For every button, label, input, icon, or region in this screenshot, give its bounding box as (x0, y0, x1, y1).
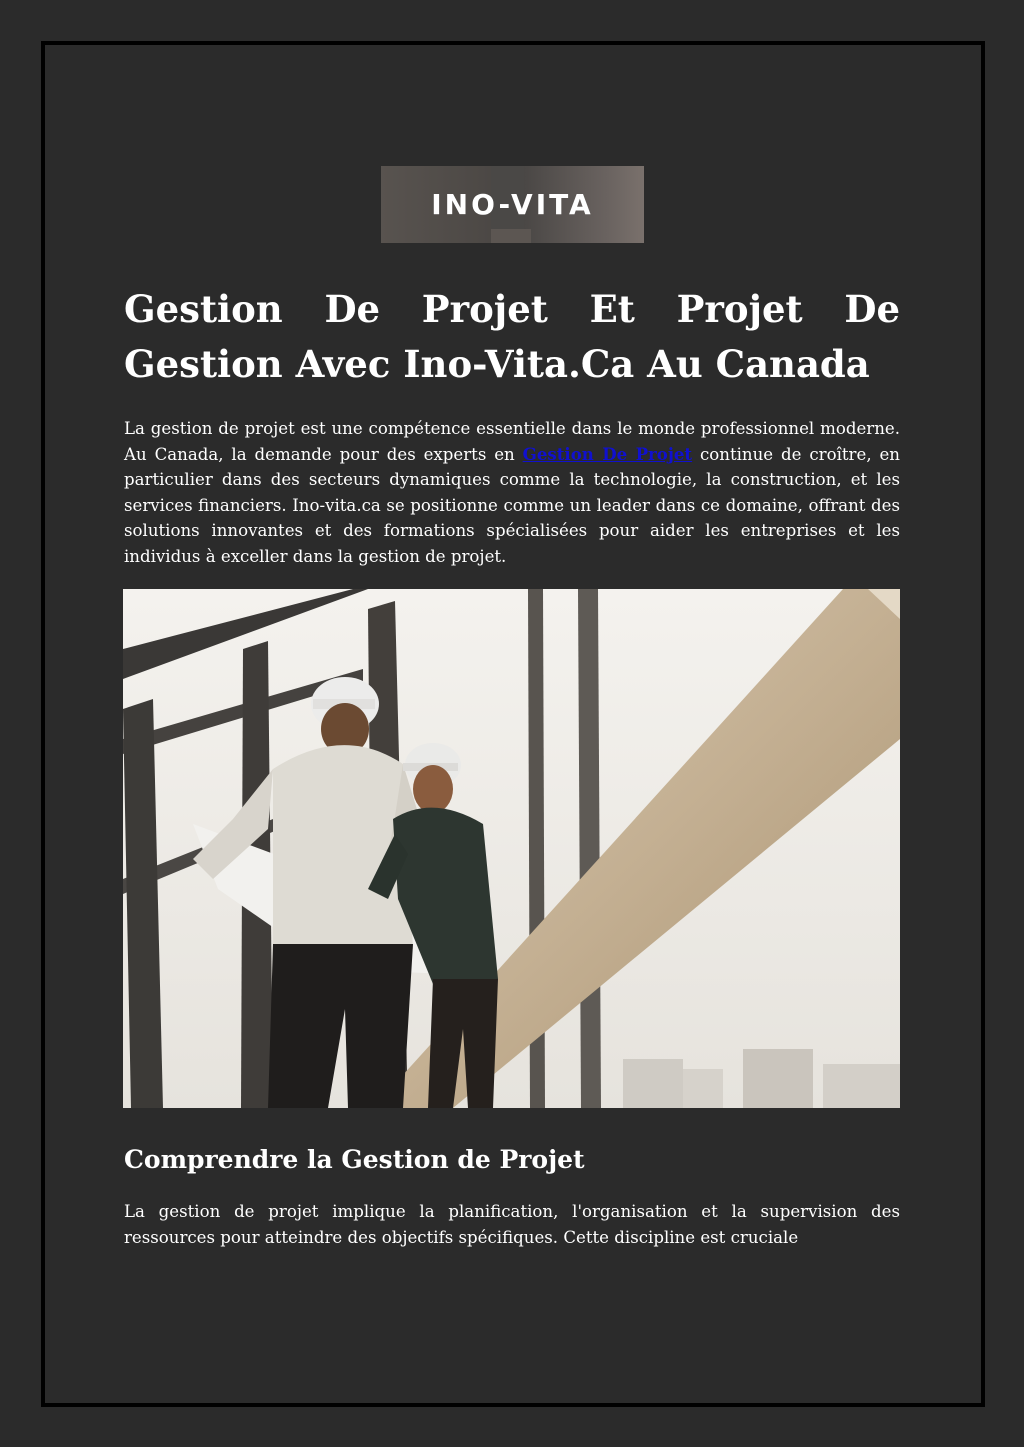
page-title-line-1: Gestion De Projet Et Projet De (124, 287, 900, 331)
section-paragraph: La gestion de projet implique la planification, l'organisation et la supervision des ressources pour atteindre des objectifs spécifiques. Cette discipline est cruciale (124, 1202, 900, 1247)
ino-vita-logo (381, 166, 644, 243)
intro-text-before-link: La gestion de projet est une compétence essentielle dans le monde professionnel moderne. Au Canada, la demande pour des experts en (124, 419, 900, 464)
intro-text-after-link: continue de croître, en particulier dans des secteurs dynamiques comme la technologie, la construction, et les services financiers. Ino-vita.ca se positionne comme un leader dans ce domaine, offrant des solutions innovantes et des formations spécialisées pour aider les entreprises et les individus à exceller dans la gestion de projet. (124, 444, 900, 566)
photo-illustration (123, 589, 900, 1108)
gestion-de-projet-link[interactable]: Gestion De Projet (522, 443, 693, 464)
intro-paragraph (124, 416, 900, 570)
logo-text: INO-VITA (431, 188, 594, 221)
section-heading: Comprendre la Gestion de Projet (124, 1145, 585, 1174)
page-title (124, 282, 900, 392)
construction-workers-photo (123, 589, 900, 1108)
page-title-line-2: Gestion Avec Ino-Vita.Ca Au Canada (124, 342, 870, 386)
